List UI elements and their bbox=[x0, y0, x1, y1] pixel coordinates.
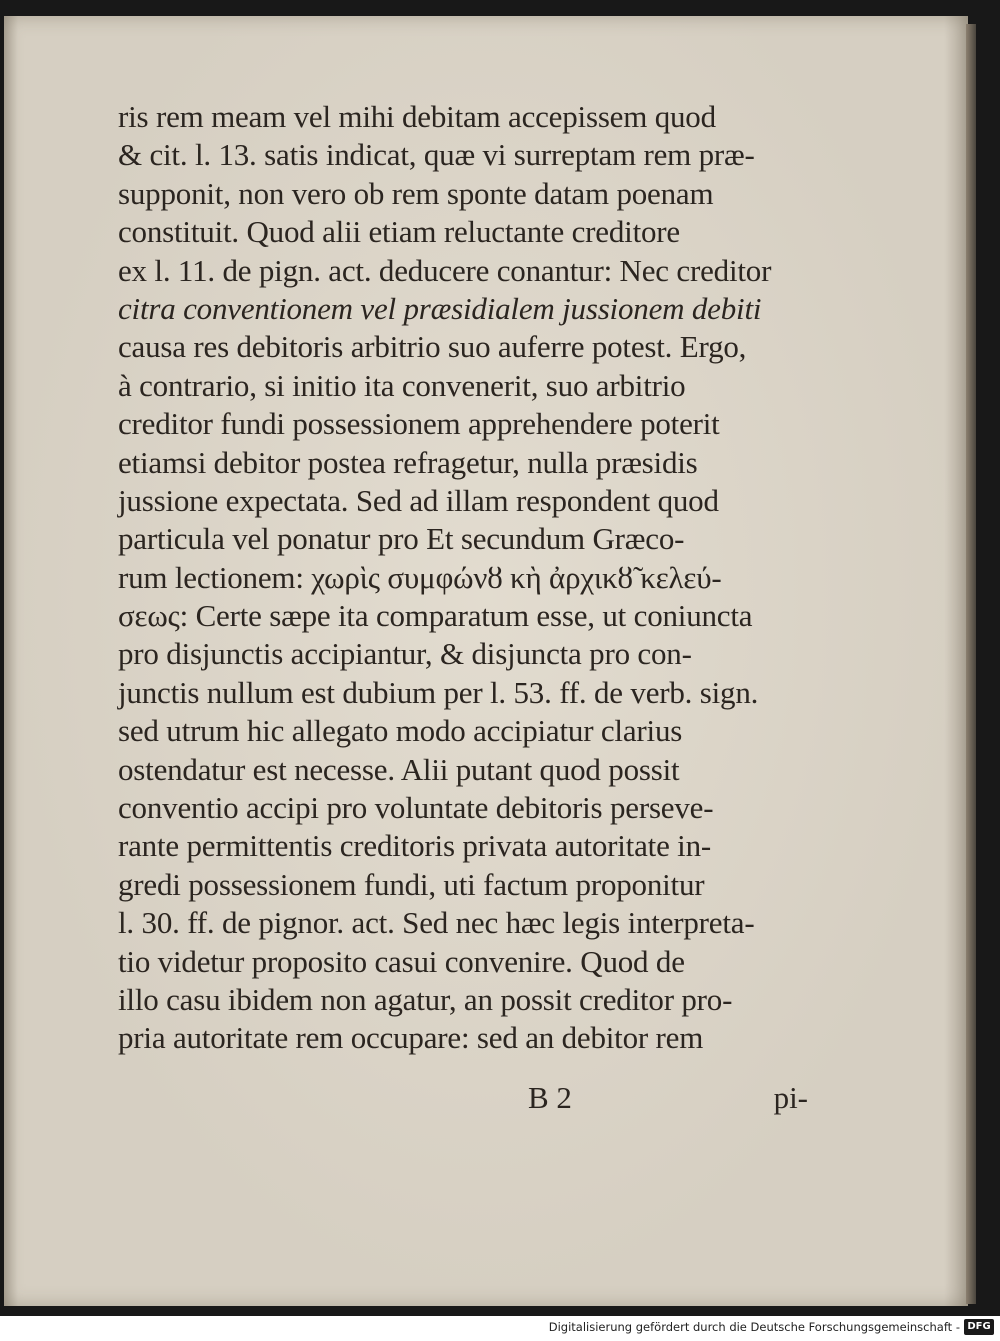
text-line: pro disjunctis accipiantur, & disjuncta pro con- bbox=[118, 636, 692, 672]
text-line: illo casu ibidem non agatur, an possit creditor pro- bbox=[118, 981, 733, 1017]
text-line: creditor fundi possessionem apprehendere poterit bbox=[118, 406, 720, 442]
text-line: ris rem meam vel mihi debitam accepissem quod bbox=[118, 99, 716, 134]
funding-credit: Digitalisierung gefördert durch die Deutsche Forschungsgemeinschaft - bbox=[548, 1320, 960, 1334]
text-line: tio videtur proposito casui convenire. Quod de bbox=[118, 943, 685, 979]
catchword: pi- bbox=[773, 1080, 808, 1115]
text-line: rante permittentis creditoris privata autoritate in- bbox=[118, 828, 712, 864]
text-line: citra conventionem vel præsidialem jussionem debiti bbox=[118, 290, 762, 326]
signature-mark: B 2 bbox=[528, 1080, 572, 1115]
text-line: supponit, non vero ob rem sponte datam poenam bbox=[118, 175, 714, 211]
text-line: σεως: Certe sæpe ita comparatum esse, ut coniuncta bbox=[118, 598, 753, 634]
text-line: particula vel ponatur pro Et secundum Græco- bbox=[118, 521, 685, 557]
dfg-logo: DFG bbox=[964, 1319, 994, 1335]
text-line: gredi possessionem fundi, uti factum proponitur bbox=[118, 866, 705, 902]
text-line: jussione expectata. Sed ad illam respondent quod bbox=[118, 482, 719, 518]
text-line: ex l. 11. de pign. act. deducere conantur: Nec creditor bbox=[118, 252, 772, 288]
text-line: junctis nullum est dubium per l. 53. ff. de verb. sign. bbox=[118, 674, 759, 710]
text-line: constituit. Quod alii etiam reluctante creditore bbox=[118, 214, 680, 250]
page-footer bbox=[118, 1080, 808, 1120]
text-line: etiamsi debitor postea refragetur, nulla præsidis bbox=[118, 444, 698, 480]
text-line: à contrario, si initio ita convenerit, suo arbitrio bbox=[118, 367, 686, 403]
text-line: causa res debitoris arbitrio suo auferre potest. Ergo, bbox=[118, 329, 747, 365]
text-line: pria autoritate rem occupare: sed an debitor rem bbox=[118, 1020, 704, 1056]
text-line: rum lectionem: χωρὶς συμφώνȣ κὴ ἀρχικȣ̃ κελεύ- bbox=[118, 559, 722, 595]
text-line: sed utrum hic allegato modo accipiatur clarius bbox=[118, 713, 683, 749]
page-text bbox=[118, 98, 808, 1058]
text-line: & cit. l. 13. satis indicat, quæ vi surreptam rem præ- bbox=[118, 137, 755, 173]
text-line: l. 30. ff. de pignor. act. Sed nec hæc legis interpreta- bbox=[118, 905, 755, 941]
page-edge bbox=[966, 24, 976, 1304]
text-line: conventio accipi pro voluntate debitoris perseve- bbox=[118, 790, 714, 826]
text-line: ostendatur est necesse. Alii putant quod possit bbox=[118, 751, 680, 787]
